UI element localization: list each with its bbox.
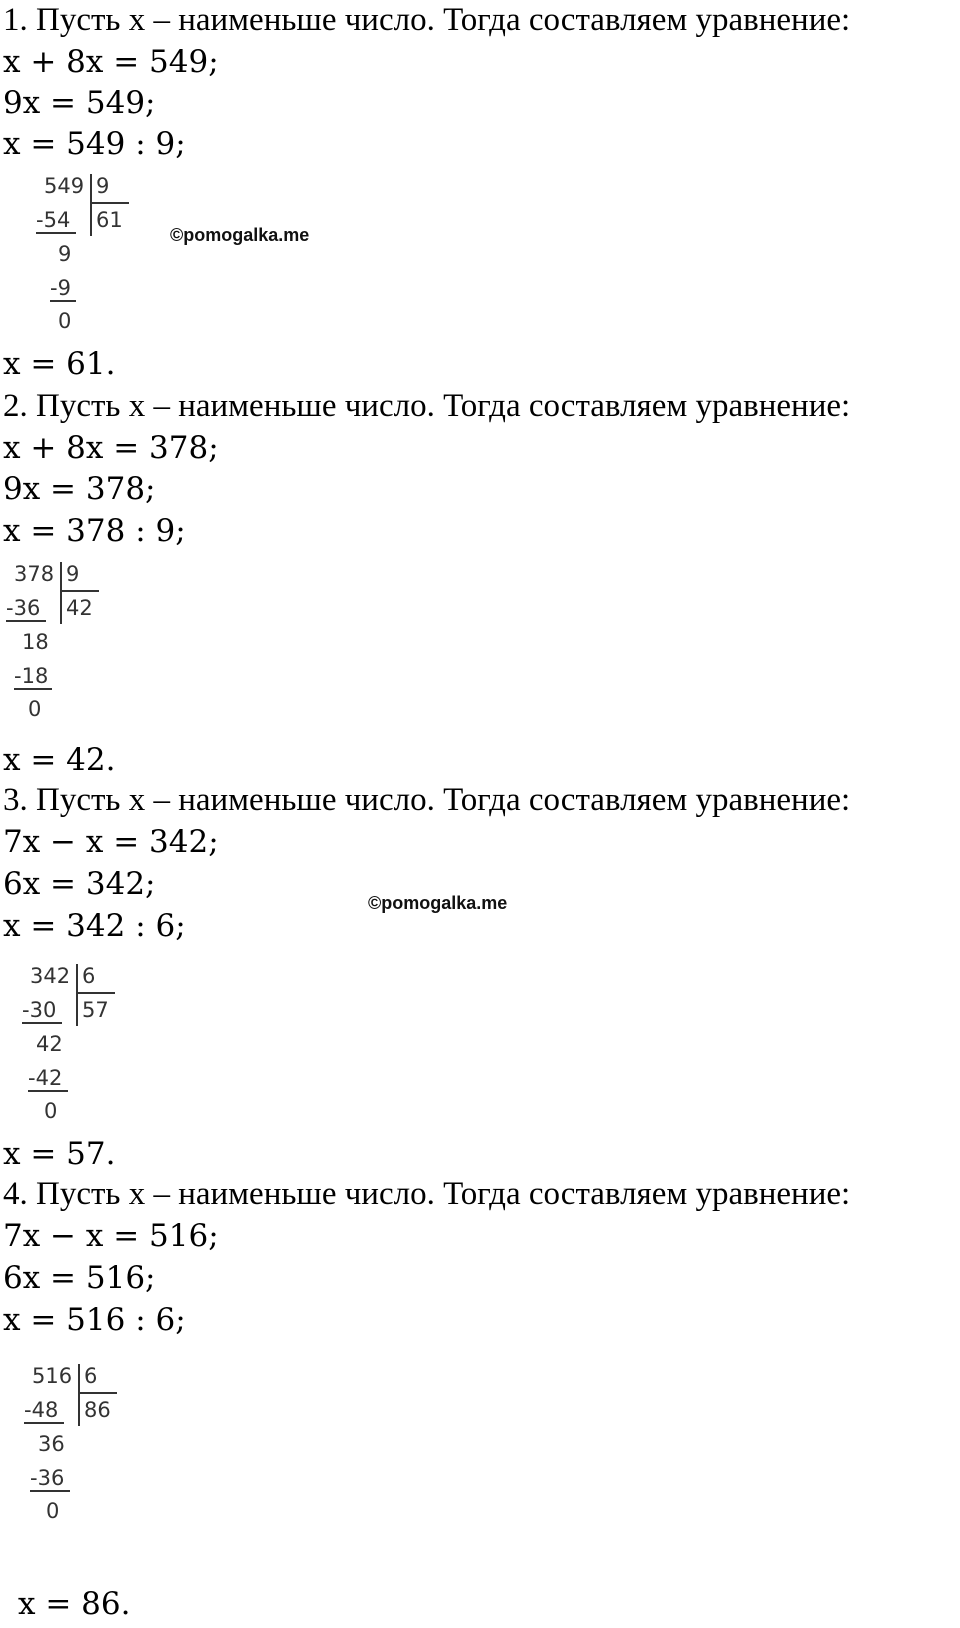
division-horizontal-bar bbox=[79, 1392, 117, 1394]
division-subtrahend-2: -18 bbox=[14, 664, 49, 688]
division-vertical-bar bbox=[78, 1364, 80, 1426]
division-divisor: 6 bbox=[82, 964, 96, 988]
division-subtrahend-1: -30 bbox=[22, 998, 57, 1022]
problem-3-equation-1: 7x − x = 342; bbox=[3, 824, 219, 860]
problem-3-equation-2: 6x = 342; bbox=[3, 866, 156, 902]
division-underline-1 bbox=[6, 620, 46, 622]
problem-1-long-division bbox=[34, 172, 174, 347]
division-underline-1 bbox=[24, 1422, 64, 1424]
division-remainder-2: 0 bbox=[46, 1499, 60, 1523]
division-quotient: 42 bbox=[66, 596, 93, 620]
problem-3-equation-3: x = 342 : 6; bbox=[3, 908, 186, 944]
division-underline-1 bbox=[22, 1022, 62, 1024]
division-remainder-1: 9 bbox=[58, 242, 72, 266]
division-remainder-1: 36 bbox=[38, 1432, 65, 1456]
division-divisor: 9 bbox=[96, 174, 110, 198]
division-quotient: 61 bbox=[96, 208, 123, 232]
division-dividend: 516 bbox=[32, 1364, 73, 1388]
division-subtrahend-1: -36 bbox=[6, 596, 41, 620]
division-remainder-1: 42 bbox=[36, 1032, 63, 1056]
problem-2-equation-3: x = 378 : 9; bbox=[3, 513, 186, 549]
problem-4-equation-2: 6x = 516; bbox=[3, 1260, 156, 1296]
problem-2-long-division bbox=[4, 560, 144, 735]
problem-2-answer: x = 42. bbox=[3, 742, 116, 778]
problem-1-equation-3: x = 549 : 9; bbox=[3, 126, 186, 162]
division-remainder-2: 0 bbox=[28, 697, 42, 721]
division-remainder-2: 0 bbox=[44, 1099, 58, 1123]
problem-2-equation-2: 9x = 378; bbox=[3, 471, 156, 507]
division-underline-2 bbox=[28, 1090, 68, 1092]
division-horizontal-bar bbox=[77, 992, 115, 994]
problem-2-equation-1: x + 8x = 378; bbox=[3, 430, 219, 466]
problem-1-intro: 1. Пусть x – наименьше число. Тогда составляем уравнение: bbox=[3, 2, 851, 38]
problem-4-equation-1: 7x − x = 516; bbox=[3, 1218, 219, 1254]
division-subtrahend-2: -36 bbox=[30, 1466, 65, 1490]
problem-4-answer: x = 86. bbox=[18, 1586, 131, 1622]
problem-3-long-division bbox=[20, 962, 160, 1137]
division-subtrahend-2: -9 bbox=[50, 276, 71, 300]
division-subtrahend-1: -48 bbox=[24, 1398, 59, 1422]
problem-4-equation-3: x = 516 : 6; bbox=[3, 1302, 186, 1338]
division-horizontal-bar bbox=[61, 590, 99, 592]
problem-1-equation-1: x + 8x = 549; bbox=[3, 44, 219, 80]
problem-4-long-division bbox=[22, 1362, 162, 1537]
division-vertical-bar bbox=[90, 174, 92, 236]
division-quotient: 57 bbox=[82, 998, 109, 1022]
problem-1-answer: x = 61. bbox=[3, 346, 116, 382]
division-dividend: 342 bbox=[30, 964, 71, 988]
division-underline-2 bbox=[50, 300, 76, 302]
division-underline-2 bbox=[14, 688, 52, 690]
division-divisor: 6 bbox=[84, 1364, 98, 1388]
division-underline-1 bbox=[36, 232, 76, 234]
division-quotient: 86 bbox=[84, 1398, 111, 1422]
division-vertical-bar bbox=[76, 964, 78, 1026]
division-underline-2 bbox=[30, 1490, 70, 1492]
division-subtrahend-1: -54 bbox=[36, 208, 71, 232]
problem-3-answer: x = 57. bbox=[3, 1136, 116, 1172]
division-horizontal-bar bbox=[91, 202, 129, 204]
division-vertical-bar bbox=[60, 562, 62, 624]
division-dividend: 549 bbox=[44, 174, 85, 198]
problem-4-intro: 4. Пусть x – наименьше число. Тогда составляем уравнение: bbox=[3, 1176, 851, 1212]
watermark: ©pomogalka.me bbox=[170, 225, 310, 245]
division-remainder-2: 0 bbox=[58, 309, 72, 333]
division-dividend: 378 bbox=[14, 562, 55, 586]
division-divisor: 9 bbox=[66, 562, 80, 586]
problem-2-intro: 2. Пусть x – наименьше число. Тогда составляем уравнение: bbox=[3, 388, 851, 424]
problem-3-intro: 3. Пусть x – наименьше число. Тогда составляем уравнение: bbox=[3, 782, 851, 818]
problem-1-equation-2: 9x = 549; bbox=[3, 85, 156, 121]
division-remainder-1: 18 bbox=[22, 630, 49, 654]
division-subtrahend-2: -42 bbox=[28, 1066, 63, 1090]
watermark: ©pomogalka.me bbox=[368, 893, 508, 913]
